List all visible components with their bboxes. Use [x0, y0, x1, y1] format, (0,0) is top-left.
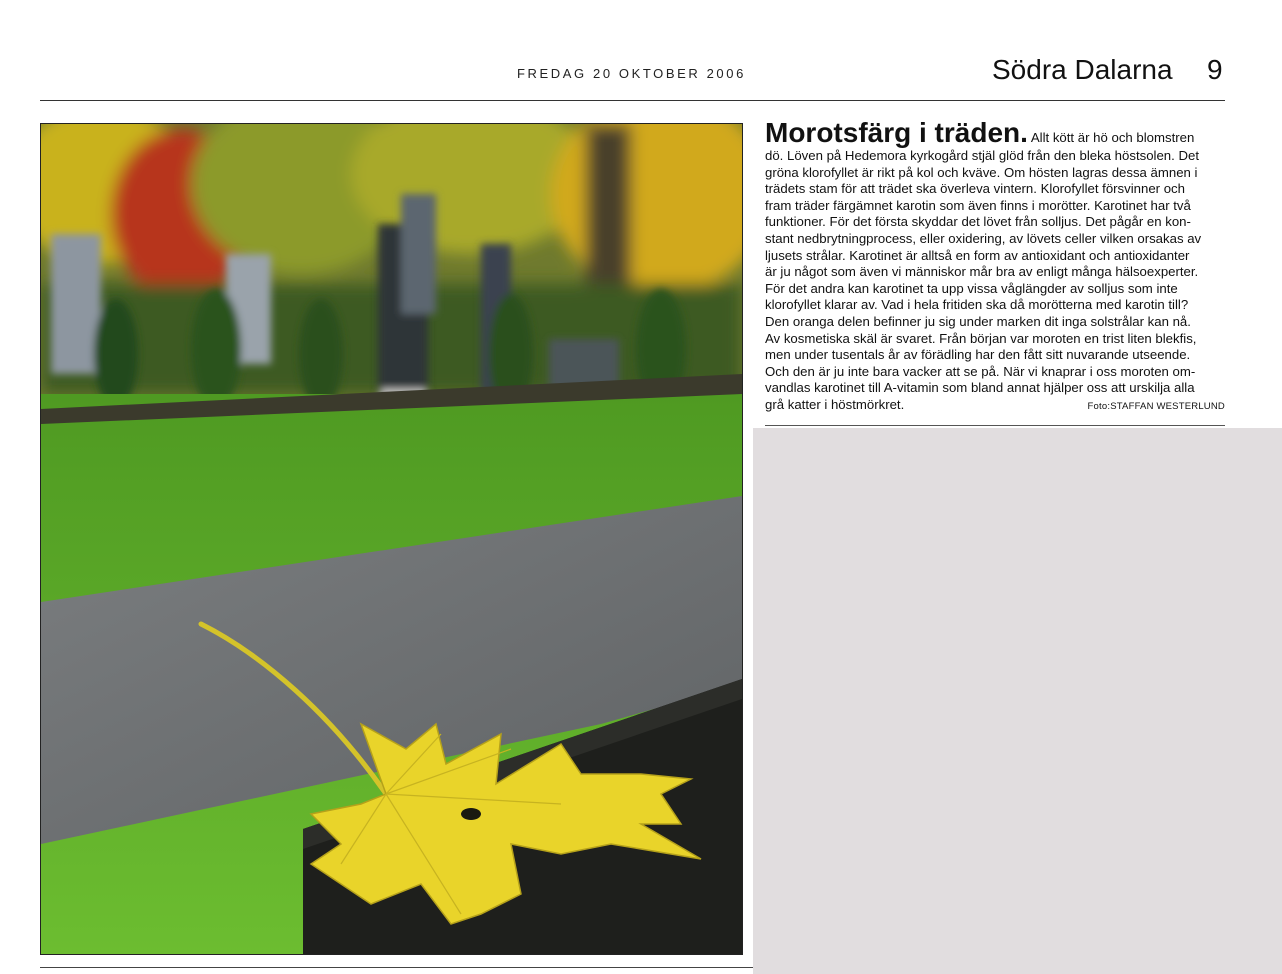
- article-body: [765, 148, 1225, 416]
- article: [765, 118, 1225, 416]
- body-line: gröna klorofyllet är rikt på kol och kväve. Om hösten lagras dessa ämnen i: [765, 164, 1198, 180]
- article-lead: Allt kött är hö och blomstren: [1030, 130, 1195, 145]
- body-line: ljusets strålar. Karotinet är alltså en form av antioxidant och antioxidanter: [765, 247, 1190, 263]
- body-line: är ju något som även vi människor mår bra av enligt många hälsoexperter.: [765, 264, 1199, 280]
- body-line: dö. Löven på Hedemora kyrkogård stjäl glöd från den bleka höstsolen. Det: [765, 148, 1199, 163]
- header-rule: [40, 100, 1225, 101]
- issue-date: FREDAG 20 OKTOBER 2006: [517, 66, 746, 81]
- body-line: stant nedbrytningprocess, eller oxidering, av lövets celler vilken orsakas av: [765, 230, 1202, 246]
- body-line: Och den är ju inte bara vacker att se på. När vi knaprar i oss moroten om-: [765, 363, 1196, 379]
- article-rule: [765, 425, 1225, 426]
- footer-rule: [40, 967, 753, 968]
- body-line: vandlas karotinet till A-vitamin som bland annat hjälper oss att urskilja alla: [765, 380, 1195, 396]
- body-line: funktioner. För det första skyddar det lövet från solljus. Det pågår en kon-: [765, 214, 1191, 230]
- page-number: 9: [1207, 54, 1223, 85]
- body-line: klorofyllet klarar av. Vad i hela fritiden ska då morötterna med karotin till?: [765, 297, 1189, 313]
- body-line: trädets stam för att trädet ska överleva vintern. Klorofyllet försvinner och: [765, 181, 1185, 197]
- article-photo: [40, 123, 743, 955]
- body-line: Av kosmetiska skäl är svaret. Från början var moroten en trist liten blekfis,: [765, 330, 1197, 346]
- section-title: Södra Dalarna: [992, 54, 1173, 85]
- body-line: men under tusentals år av förädling har den fått sitt nuvarande utseende.: [765, 347, 1191, 363]
- body-line: Den oranga delen befinner ju sig under marken dit inga solstrålar kan nå.: [765, 313, 1191, 329]
- article-headline: Morotsfärg i träden.: [765, 117, 1028, 148]
- body-last-line: [765, 397, 1225, 416]
- body-line: grå katter i höstmörkret.: [765, 396, 905, 412]
- photo-credit: Foto:STAFFAN WESTERLUND: [1087, 400, 1225, 412]
- body-line: För det andra kan karotinet ta upp vissa våglängder av solljus som inte: [765, 280, 1178, 296]
- body-line: fram träder färgämnet karotin som även finns i morötter. Karotinet har två: [765, 197, 1191, 213]
- empty-ad-space: [753, 428, 1282, 974]
